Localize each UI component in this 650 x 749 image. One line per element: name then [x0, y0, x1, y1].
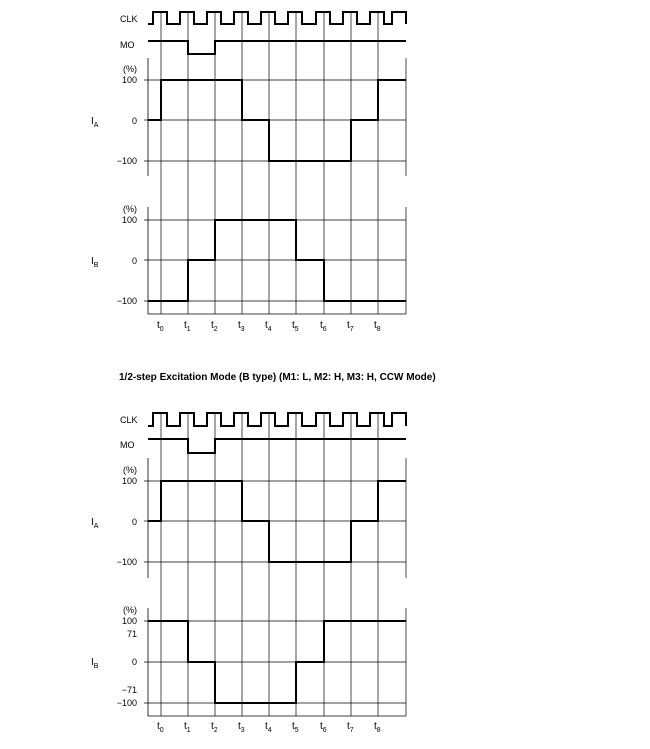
- grid-bottom: [144, 413, 406, 716]
- ia-waveform-bottom: [148, 481, 406, 562]
- time-label-t5: $t_5$: [292, 721, 299, 734]
- ib-waveform-top: [148, 220, 406, 301]
- ib-tick-neg100-top: −100: [116, 296, 137, 306]
- time-label-t4: $t_4$: [265, 721, 272, 734]
- time-label-t8: $t_8$: [374, 721, 381, 734]
- diagram-title-bottom: 1/2-step Excitation Mode (B type) (M1: L, M2: H, M3: H, CCW Mode): [119, 372, 436, 383]
- time-label-t3: $t_3$: [238, 721, 245, 734]
- clk-waveform-top: [148, 12, 406, 24]
- mo-waveform-bottom: [148, 439, 406, 453]
- grid-top: [144, 12, 406, 314]
- ib-label-top: $I_B$: [91, 256, 99, 269]
- ia-tick-0-top: 0: [131, 116, 137, 126]
- time-label-t2: $t_2$: [211, 320, 218, 333]
- time-label-t0: $t_0$: [157, 721, 164, 734]
- time-label-t6: $t_6$: [320, 320, 327, 333]
- time-label-t1: $t_1$: [184, 721, 191, 734]
- mo-waveform-top: [148, 41, 406, 54]
- mo-label-bottom: MO: [120, 440, 135, 450]
- ia-unit-label-top: (%): [123, 64, 137, 74]
- time-label-t7: $t_7$: [347, 320, 354, 333]
- ia-label-bottom: $I_A$: [91, 517, 99, 530]
- time-label-t7: $t_7$: [347, 721, 354, 734]
- ib-tick-neg100-bottom: −100: [116, 698, 137, 708]
- time-label-t2: $t_2$: [211, 721, 218, 734]
- ib-tick-0-bottom: 0: [131, 657, 137, 667]
- ib-tick-100-top: 100: [121, 215, 137, 225]
- ib-tick-0-top: 0: [131, 256, 137, 266]
- clk-label-bottom: CLK: [120, 415, 138, 425]
- time-label-t4: $t_4$: [265, 320, 272, 333]
- ib-label-bottom: $I_B$: [91, 657, 99, 670]
- ia-label-top: $I_A$: [91, 116, 99, 129]
- ia-tick-100-bottom: 100: [121, 476, 137, 486]
- time-labels-top: [157, 320, 381, 333]
- ib-unit-label-top: (%): [123, 204, 137, 214]
- ia-tick-neg100-bottom: −100: [116, 557, 137, 567]
- time-label-t1: $t_1$: [184, 320, 191, 333]
- mo-label-top: MO: [120, 40, 135, 50]
- time-label-t5: $t_5$: [292, 320, 299, 333]
- time-label-t6: $t_6$: [320, 721, 327, 734]
- ia-waveform-top: [148, 80, 406, 161]
- time-labels-bottom: [157, 721, 381, 734]
- ib-unit-label-bottom: (%): [123, 605, 137, 615]
- clk-waveform-bottom: [148, 413, 406, 426]
- ia-tick-neg100-top: −100: [116, 156, 137, 166]
- ib-tick-71-bottom: 71: [126, 629, 137, 639]
- ia-tick-100-top: 100: [121, 75, 137, 85]
- ib-tick-100-bottom: 100: [121, 616, 137, 626]
- ib-tick-neg71-bottom: −71: [121, 685, 137, 695]
- diagram-bottom: [91, 413, 406, 734]
- ia-tick-0-bottom: 0: [131, 517, 137, 527]
- time-label-t3: $t_3$: [238, 320, 245, 333]
- ia-unit-label-bottom: (%): [123, 465, 137, 475]
- diagram-top: [91, 12, 406, 333]
- time-label-t8: $t_8$: [374, 320, 381, 333]
- clk-label-top: CLK: [120, 14, 138, 24]
- time-label-t0: $t_0$: [157, 320, 164, 333]
